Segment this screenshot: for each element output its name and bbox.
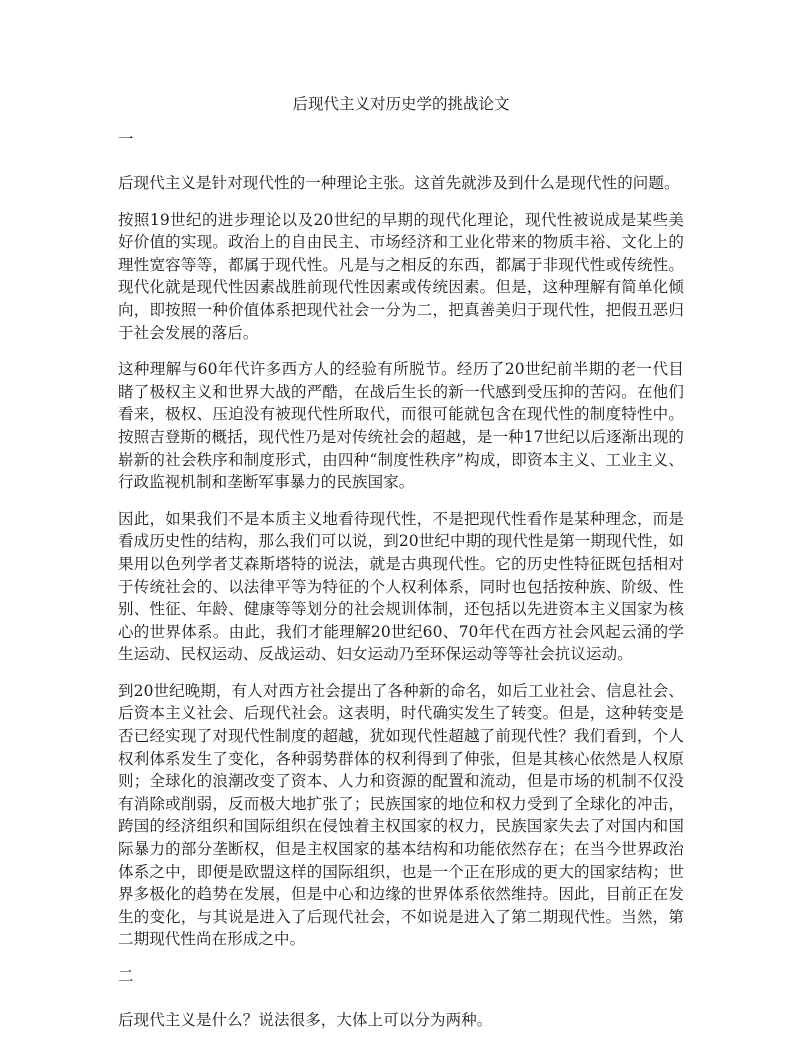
paragraph-5: 到20世纪晚期，有人对西方社会提出了各种新的命名，如后工业社会、信息社会、后资本主义社会、后现代社会。这表明，时代确实发生了转变。但是，这种转变是否已经实现了对现代性制度的超越，犹如现代性超越了前现代性？我们看到，个人权利体系发生了变化，各种弱势群体的权利得到了伸张，但是其核心依然是人权原则；全球化的浪潮改变了资本、人力和资源的配置和流动，但是市场的机制不仅没有消除或削弱，反而极大地扩张了；民族国家的地位和权力受到了全球化的冲击，跨国的经济组织和国际组织在侵蚀着主权国家的权力，民族国家失去了对国内和国际暴力的部分垄断权，但是主权国家的基本结构和功能依然存在；在当今世界政治体系之中，即便是欧盟这样的国际组织，也是一个正在形成的更大的国家结构；世界多极化的趋势在发展，但是中心和边缘的世界体系依然维持。因此，目前正在发生的变化，与其说是进入了后现代社会，不如说是进入了第二期现代性。当然，第二期现代性尚在形成之中。 bbox=[118, 681, 684, 949]
paragraph-3: 这种理解与60年代许多西方人的经验有所脱节。经历了20世纪前半期的老一代目睹了极权主义和世界大战的严酷，在战后生长的新一代感到受压抑的苦闷。在他们看来，极权、压迫没有被现代性所取代，而很可能就包含在现代性的制度特性中。按照吉登斯的概括，现代性乃是对传统社会的超越，是一种17世纪以后逐渐出现的崭新的社会秩序和制度形式，由四种“制度性秩序”构成，即资本主义、工业主义、行政监视机制和垄断军事暴力的民族国家。 bbox=[118, 360, 684, 492]
document-title: 后现代主义对历史学的挑战论文 bbox=[292, 95, 510, 113]
document-page bbox=[118, 92, 684, 1046]
paragraph-4: 因此，如果我们不是本质主义地看待现代性，不是把现代性看作是某种理念，而是看成历史性的结构，那么我们可以说，到20世纪中期的现代性是第一期现代性，如果用以色列学者艾森斯塔特的说法，就是古典现代性。它的历史性特征既包括相对于传统社会的、以法律平等为特征的个人权利体系，同时也包括按种族、阶级、性别、性征、年龄、健康等等划分的社会规训体制，还包括以先进资本主义国家为核心的世界体系。由此，我们才能理解20世纪60、70年代在西方社会风起云涌的学生运动、民权运动、反战运动、妇女运动乃至环保运动等等社会抗议运动。 bbox=[118, 509, 684, 664]
paragraph-6: 后现代主义是什么？说法很多，大体上可以分为两种。 bbox=[118, 1011, 493, 1029]
paragraph-1: 后现代主义是针对现代性的一种理论主张。这首先就涉及到什么是现代性的问题。 bbox=[118, 174, 680, 192]
section-number-2: 二 bbox=[118, 967, 134, 985]
paragraph-2: 按照19世纪的进步理论以及20世纪的早期的现代化理论，现代性被说成是某些美好价值的实现。政治上的自由民主、市场经济和工业化带来的物质丰裕、文化上的理性宽容等等，都属于现代性。凡是与之相反的东西，都属于非现代性或传统性。现代化就是现代性因素战胜前现代性因素或传统因素。但是，这种理解有简单化倾向，即按照一种价值体系把现代社会一分为二，把真善美归于现代性，把假丑恶归于社会发展的落后。 bbox=[118, 210, 684, 342]
section-number-1: 一 bbox=[118, 130, 134, 148]
